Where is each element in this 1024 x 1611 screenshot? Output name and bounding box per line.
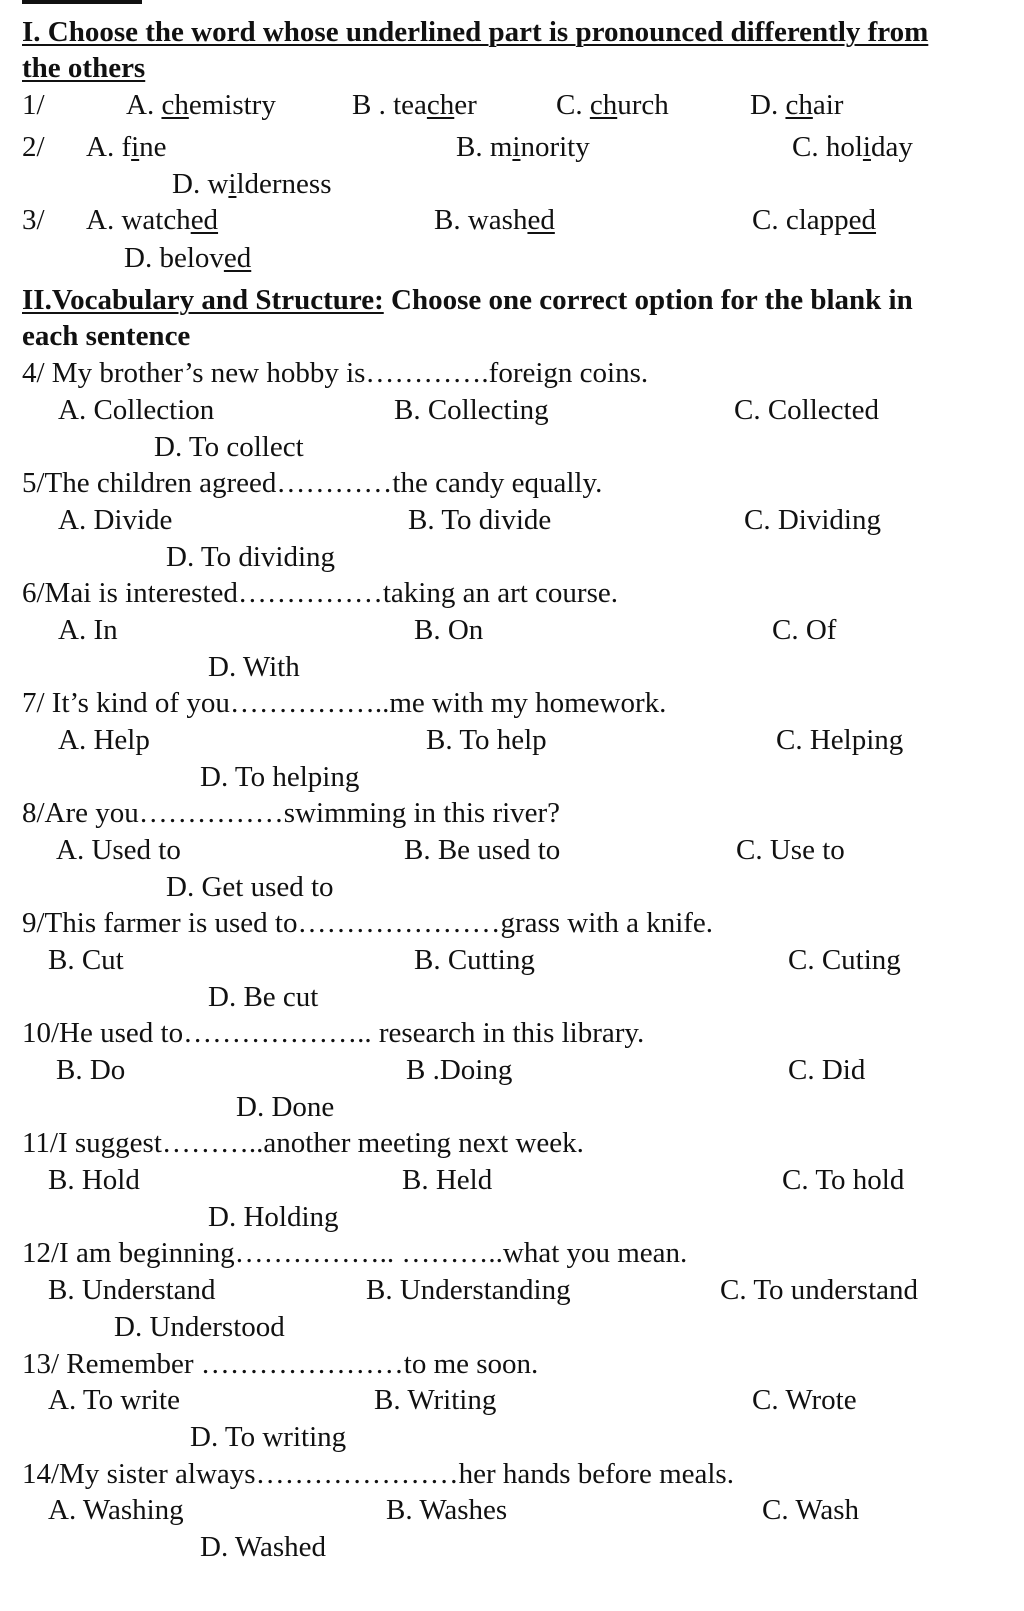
q12-option-b: B. Understanding <box>366 1274 571 1306</box>
q3-option-a: A. watched <box>86 204 219 236</box>
q9-option-b: B. Cutting <box>414 944 535 976</box>
q12-stem: 12/I am beginning…………….. ………..what you mean. <box>22 1237 688 1269</box>
q1-number: 1/ <box>22 89 45 121</box>
q1-option-d: D. chair <box>750 89 844 121</box>
q5-option-a: A. Divide <box>58 504 173 536</box>
section-1-title-line1: I. Choose the word whose underlined part is pronounced differently from <box>22 16 929 48</box>
q2-option-d: D. wilderness <box>172 168 332 200</box>
q4-stem: 4/ My brother’s new hobby is………….foreign coins. <box>22 357 649 389</box>
q10-stem: 10/He used to……………….. research in this library. <box>22 1017 645 1049</box>
q5-option-d: D. To dividing <box>166 541 336 573</box>
q1-option-c: C. church <box>556 89 669 121</box>
section-2-title-underlined: II.Vocabulary and Structure: <box>22 284 384 316</box>
q11-stem: 11/I suggest………..another meeting next week. <box>22 1127 584 1159</box>
q11-option-d: D. Holding <box>208 1201 339 1233</box>
q6-option-c: C. Of <box>772 614 837 646</box>
q4-option-c: C. Collected <box>734 394 879 426</box>
q8-option-c: C. Use to <box>736 834 845 866</box>
top-rule <box>22 0 142 4</box>
q12-option-a: B. Understand <box>48 1274 216 1306</box>
q3-number: 3/ <box>22 204 45 236</box>
q10-option-c: C. Did <box>788 1054 866 1086</box>
q10-option-b: B .Doing <box>406 1054 513 1086</box>
section-2-title-cont: each sentence <box>22 320 191 352</box>
section-1-title <box>22 14 928 50</box>
q2-number: 2/ <box>22 131 45 163</box>
q3-option-d: D. beloved <box>124 242 252 274</box>
q10-option-a: B. Do <box>56 1054 126 1086</box>
q8-option-b: B. Be used to <box>404 834 561 866</box>
q9-stem: 9/This farmer is used to…………………grass with a knife. <box>22 907 714 939</box>
q3-option-c: C. clapped <box>752 204 877 236</box>
q13-stem: 13/ Remember …………………to me soon. <box>22 1348 539 1380</box>
q5-option-b: B. To divide <box>408 504 552 536</box>
q1-option-a: A. chemistry <box>126 89 276 121</box>
q6-option-a: A. In <box>58 614 118 646</box>
section-2-title <box>22 282 913 318</box>
q8-option-a: A. Used to <box>56 834 181 866</box>
section-1-title-line2: the others <box>22 52 146 84</box>
q4-option-d: D. To collect <box>154 431 304 463</box>
q14-stem: 14/My sister always…………………her hands before meals. <box>22 1458 734 1490</box>
q7-stem: 7/ It’s kind of you……………..me with my homework. <box>22 687 667 719</box>
q14-option-a: A. Washing <box>48 1494 184 1526</box>
section-2-title-rest: Choose one correct option for the blank in <box>383 284 913 316</box>
section-1-title-cont <box>22 50 145 86</box>
q9-option-d: D. Be cut <box>208 981 319 1013</box>
q7-option-a: A. Help <box>58 724 150 756</box>
q8-option-d: D. Get used to <box>166 871 334 903</box>
q14-option-d: D. Washed <box>200 1531 326 1563</box>
q9-option-c: C. Cuting <box>788 944 901 976</box>
q13-option-b: B. Writing <box>374 1384 497 1416</box>
q6-option-d: D. With <box>208 651 300 683</box>
q5-stem: 5/The children agreed…………the candy equally. <box>22 467 603 499</box>
q4-option-b: B. Collecting <box>394 394 549 426</box>
q13-option-c: C. Wrote <box>752 1384 857 1416</box>
q7-option-c: C. Helping <box>776 724 904 756</box>
q11-option-b: B. Held <box>402 1164 493 1196</box>
q11-option-c: C. To hold <box>782 1164 905 1196</box>
q13-option-a: A. To write <box>48 1384 180 1416</box>
q7-option-d: D. To helping <box>200 761 360 793</box>
q1-option-b: B . teacher <box>352 89 477 121</box>
q2-option-a: A. fine <box>86 131 167 163</box>
q2-option-b: B. minority <box>456 131 590 163</box>
q11-option-a: B. Hold <box>48 1164 140 1196</box>
q14-option-b: B. Washes <box>386 1494 508 1526</box>
q4-option-a: A. Collection <box>58 394 215 426</box>
q12-option-c: C. To understand <box>720 1274 919 1306</box>
q9-option-a: B. Cut <box>48 944 124 976</box>
q8-stem: 8/Are you……………swimming in this river? <box>22 797 561 829</box>
q2-option-c: C. holiday <box>792 131 913 163</box>
q7-option-b: B. To help <box>426 724 547 756</box>
q10-option-d: D. Done <box>236 1091 335 1123</box>
q14-option-c: C. Wash <box>762 1494 860 1526</box>
q12-option-d: D. Understood <box>114 1311 285 1343</box>
q5-option-c: C. Dividing <box>744 504 881 536</box>
q3-option-b: B. washed <box>434 204 555 236</box>
q6-stem: 6/Mai is interested……………taking an art course. <box>22 577 618 609</box>
q13-option-d: D. To writing <box>190 1421 347 1453</box>
q6-option-b: B. On <box>414 614 484 646</box>
